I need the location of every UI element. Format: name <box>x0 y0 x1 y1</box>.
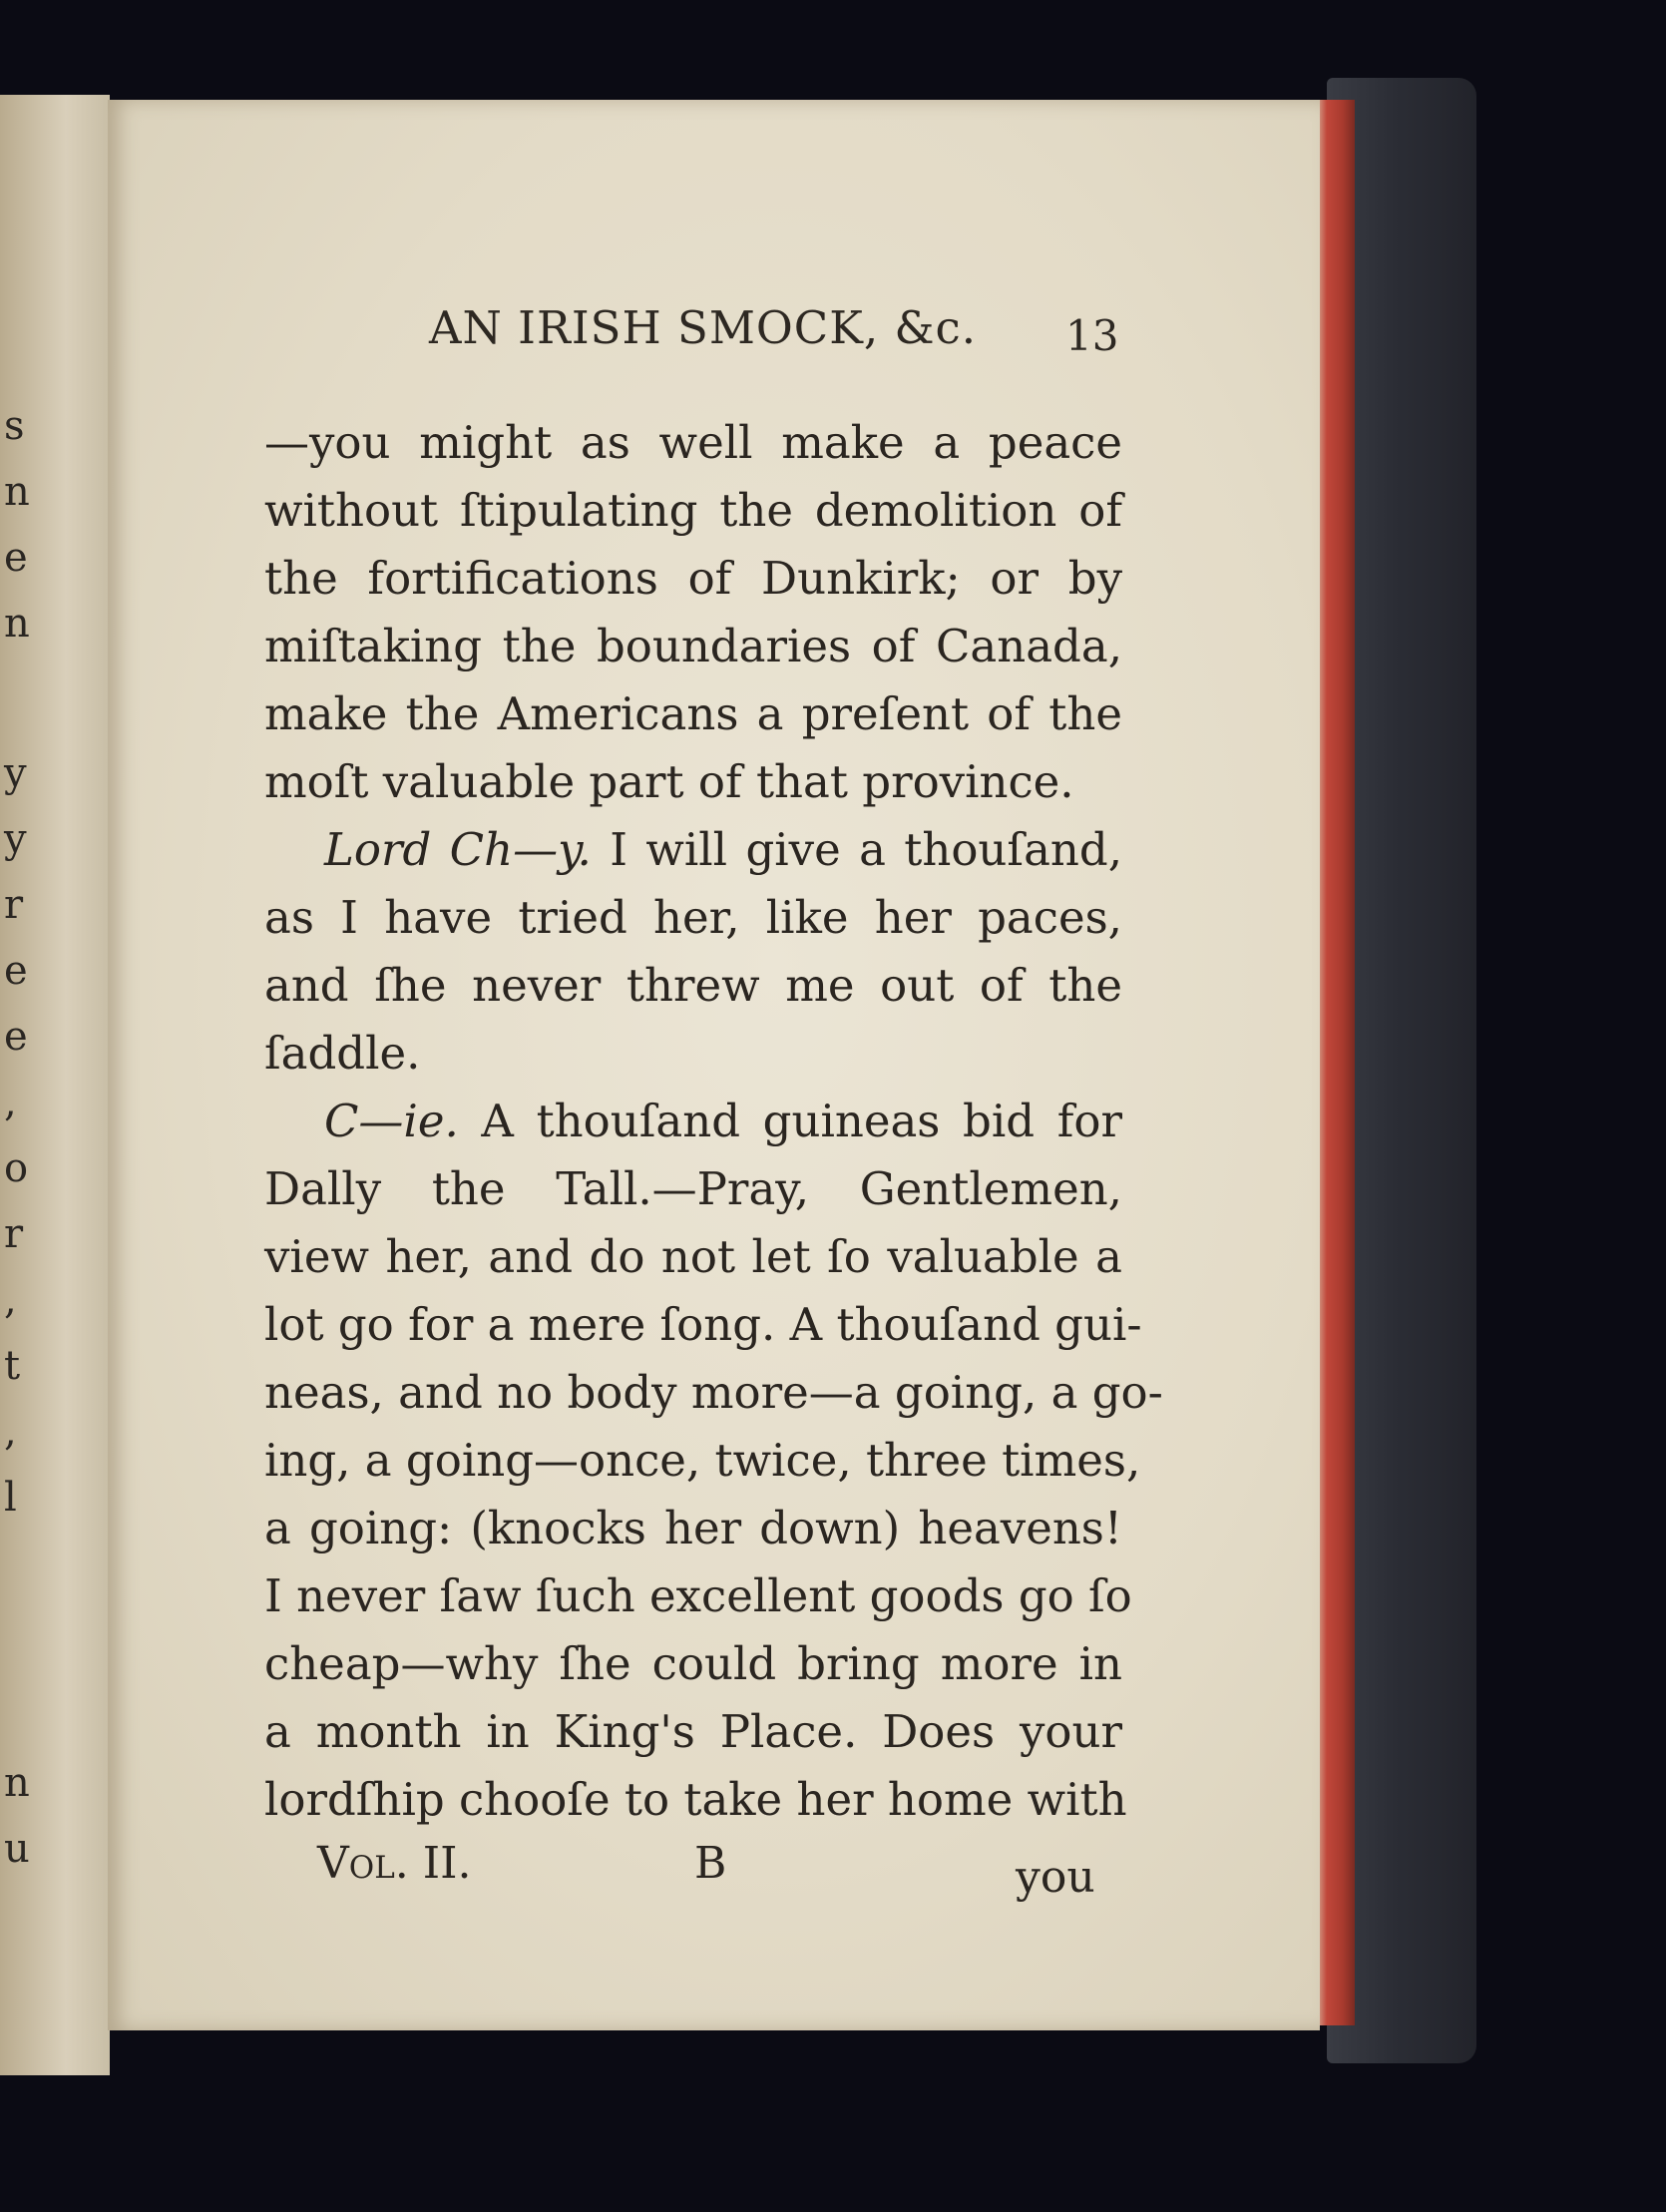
left-page-fragment: o <box>4 1145 29 1191</box>
left-page-fragment: , <box>4 1277 17 1323</box>
text-line: miſtaking the boundaries of Canada, <box>264 620 1122 672</box>
speaker-name: Lord Ch—y. <box>324 823 592 876</box>
left-page-fragment: r <box>4 1211 24 1257</box>
text-line: view her, and do not let ſo valuable a <box>264 1230 1122 1283</box>
text-line: —you might as well make a peace <box>264 416 1122 469</box>
left-page-fragment: u <box>4 1826 30 1872</box>
text-line: I never ſaw ſuch excellent goods go ſo <box>264 1569 1132 1622</box>
text-line: as I have tried her, like her paces, <box>264 891 1122 944</box>
left-page-fragment: l <box>4 1475 17 1521</box>
running-head: AN IRISH SMOCK, &c. <box>429 301 978 354</box>
left-page-fragment: s <box>4 403 25 449</box>
left-page-fragment: n <box>4 601 30 647</box>
text-line: make the Americans a preſent of the <box>264 687 1122 740</box>
signature-mark: B <box>694 1838 727 1889</box>
text-line: the fortifications of Dunkirk; or by <box>264 552 1122 605</box>
text-line: cheap—why ſhe could bring more in <box>264 1637 1122 1690</box>
speaker-name: C—ie. <box>324 1095 459 1147</box>
left-page-fragment: , <box>4 1409 17 1455</box>
page-number: 13 <box>1065 311 1119 360</box>
left-page-fragment: r <box>4 882 24 928</box>
facing-page-left <box>0 95 110 2075</box>
left-page-fragment: y <box>4 750 27 796</box>
text-line: lot go for a mere ſong. A thouſand gui- <box>264 1298 1142 1351</box>
left-page-fragment: , <box>4 1080 17 1125</box>
text-line: C—ie. A thouſand guineas bid for <box>324 1095 1122 1147</box>
text-line: lordſhip chooſe to take her home with <box>264 1773 1127 1826</box>
catchword: you <box>1016 1852 1095 1903</box>
text-line: Lord Ch—y. I will give a thouſand, <box>324 823 1122 876</box>
left-page-fragment: y <box>4 816 27 862</box>
text-line: without ſtipulating the demolition of <box>264 484 1122 537</box>
text-line: ſaddle. <box>264 1027 421 1080</box>
text-line: and ſhe never threw me out of the <box>264 959 1122 1012</box>
text-line: moſt valuable part of that province. <box>264 755 1074 808</box>
text-line: neas, and no body more—a going, a go- <box>264 1366 1163 1419</box>
left-page-fragment: n <box>4 469 30 515</box>
text-line: a month in King's Place. Does your <box>264 1705 1122 1758</box>
volume-marker: Vol. II. <box>317 1838 472 1889</box>
text-line: Dally the Tall.—Pray, Gentlemen, <box>264 1162 1122 1215</box>
left-page-fragment: e <box>4 1014 28 1060</box>
text-line: ing, a going—once, twice, three times, <box>264 1434 1141 1487</box>
left-page-fragment: e <box>4 948 28 994</box>
left-page-fragment: n <box>4 1760 30 1806</box>
left-page-fragment: t <box>4 1343 21 1389</box>
text-line: a going: (knocks her down) heavens! <box>264 1502 1122 1554</box>
left-page-fragment: e <box>4 535 28 581</box>
page-edge <box>1315 100 1355 2025</box>
